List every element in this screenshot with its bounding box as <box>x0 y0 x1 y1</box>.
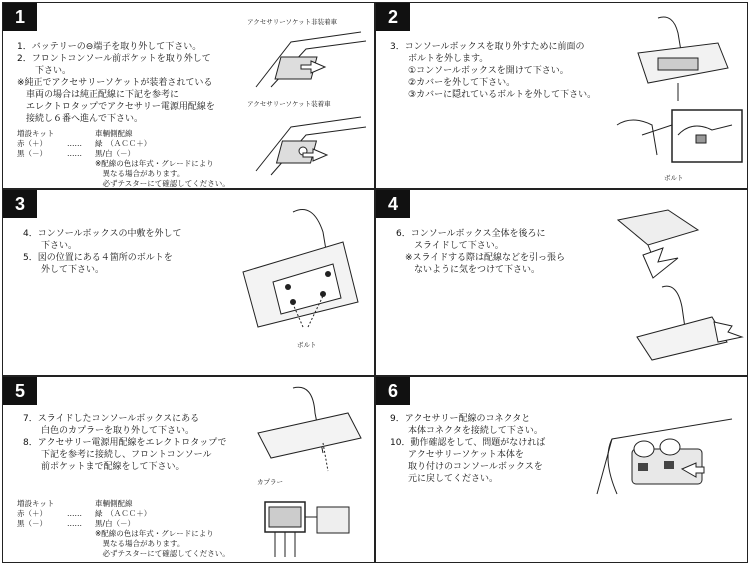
instruction-line: 車両の場合は純正配線に下記を参考に <box>17 90 180 100</box>
instruction-line: 下さい。 <box>17 66 72 76</box>
instruction-line: 5．図の位置にある４箇所のボルトを <box>23 253 173 263</box>
instruction-line: 下さい。 <box>23 241 78 251</box>
wiring-kit-black: 黒（－） <box>17 149 47 158</box>
instruction-line: 接続し６番へ進んで下さい。 <box>17 114 144 124</box>
instruction-line: ②カバーを外して下さい。 <box>390 78 516 88</box>
instruction-line: ボルトを外します。 <box>390 54 489 64</box>
instruction-line: ないように気をつけて下さい。 <box>396 265 541 275</box>
instruction-line: 2．フロントコンソール前ポケットを取り外して <box>17 54 211 64</box>
wiring-note: 異なる場合があります。 <box>95 539 185 548</box>
wiring-vehicle-green: 緑 （ＡＣＣ＋） <box>95 139 152 148</box>
wiring-note: 異なる場合があります。 <box>95 169 185 178</box>
step-panel-1 <box>2 2 375 189</box>
arrow-icon <box>643 248 678 278</box>
instruction-line: ※スライドする際は配線などを引っ張ら <box>396 253 566 263</box>
instruction-line: ③カバーに隠れているボルトを外して下さい。 <box>390 90 597 100</box>
wiring-vehicle-black-white: 黒/白（－） <box>95 149 136 158</box>
instruction-line: 4．コンソールボックスの中敷を外して <box>23 229 182 239</box>
instruction-line: 元に戻してください。 <box>390 474 499 484</box>
step-number: 3 <box>3 190 37 218</box>
bolt-location-illustration <box>612 105 744 177</box>
step-panel-6 <box>375 376 748 563</box>
wiring-vehicle-green: 緑 （ＡＣＣ＋） <box>95 509 152 518</box>
instruction-line: アクセサリーソケット本体を <box>390 450 524 460</box>
instruction-line: エレクトロタップでアクセサリー電源用配線を <box>17 102 215 112</box>
console-interior-illustration <box>233 202 369 332</box>
wiring-note: ※配線の色は年式・グレードにより <box>95 159 214 168</box>
instruction-line: 白色のカプラーを取り外して下さい。 <box>23 426 195 436</box>
wiring-kit-header: 増設キット <box>17 499 55 508</box>
console-slide-illustration-bottom <box>632 282 744 364</box>
step-panel-3 <box>2 189 375 376</box>
instruction-line: 9．アクセサリー配線のコネクタと <box>390 414 531 424</box>
console-slid-illustration <box>253 383 371 473</box>
instruction-line: 3．コンソールボックスを取り外すために前面の <box>390 42 585 52</box>
wiring-dots: …… <box>67 509 82 518</box>
console-slide-illustration-top <box>608 200 728 280</box>
instruction-line: 7．スライドしたコンソールボックスにある <box>23 414 200 424</box>
instruction-line: 取り付けのコンソールボックスを <box>390 462 543 472</box>
caption-without-socket: アクセサリーソケット非装着車 <box>247 18 338 26</box>
step-number: 5 <box>3 377 37 405</box>
instruction-line: ①コンソールボックスを開けて下さい。 <box>390 66 569 76</box>
accessory-socket-installed-illustration <box>592 399 744 499</box>
step-number: 1 <box>3 3 37 31</box>
caption-with-socket: アクセサリーソケット装着車 <box>247 100 331 108</box>
step-panel-5 <box>2 376 375 563</box>
console-pocket-illustration-top <box>251 27 369 95</box>
instruction-line: ※純正でアクセサリーソケットが装着されている <box>17 78 213 88</box>
instruction-line: 下記を参考に接続し、フロントコンソール <box>23 450 212 460</box>
console-box-open-illustration <box>618 13 740 103</box>
wiring-dots: …… <box>67 139 82 148</box>
bolt-caption: ボルト <box>664 174 684 182</box>
step-number: 6 <box>376 377 410 405</box>
wiring-kit-red: 赤（＋） <box>17 139 47 148</box>
instruction-line: 10．動作確認をして、問題がなければ <box>390 438 546 448</box>
instruction-line: 前ポケットまで配線をして下さい。 <box>23 462 185 472</box>
wiring-kit-header: 増設キット <box>17 129 55 138</box>
wiring-kit-red: 赤（＋） <box>17 509 47 518</box>
instruction-line: スライドして下さい。 <box>396 241 504 251</box>
bolt-caption: ボルト <box>297 341 317 349</box>
wiring-note: 必ずテスターにて確認してください。 <box>95 549 230 558</box>
wiring-vehicle-black-white: 黒/白（－） <box>95 519 136 528</box>
coupler-illustration <box>255 487 367 559</box>
wiring-dots: …… <box>67 149 82 158</box>
wiring-vehicle-header: 車輌側配線 <box>95 499 133 508</box>
wiring-note: ※配線の色は年式・グレードにより <box>95 529 214 538</box>
socket-icon <box>660 439 680 455</box>
instruction-line: 1．バッテリーの⊖端子を取り外して下さい。 <box>17 42 202 52</box>
step-number: 4 <box>376 190 410 218</box>
step-panel-2 <box>375 2 748 189</box>
coupler-caption: カプラー <box>257 478 283 486</box>
wiring-vehicle-header: 車輌側配線 <box>95 129 133 138</box>
instruction-line: 8．アクセサリー電源用配線をエレクトロタップで <box>23 438 227 448</box>
arrow-icon <box>714 322 742 342</box>
wiring-note: 必ずテスターにて確認してください。 <box>95 179 230 188</box>
step-number: 2 <box>376 3 410 31</box>
wiring-dots: …… <box>67 519 82 528</box>
instruction-line: 6．コンソールボックス全体を後ろに <box>396 229 546 239</box>
console-pocket-illustration-bottom <box>251 109 369 181</box>
instruction-line: 外して下さい。 <box>23 265 105 275</box>
step-panel-4 <box>375 189 748 376</box>
instruction-line: 本体コネクタを接続して下さい。 <box>390 426 543 436</box>
wiring-kit-black: 黒（－） <box>17 519 47 528</box>
socket-icon <box>634 441 654 457</box>
